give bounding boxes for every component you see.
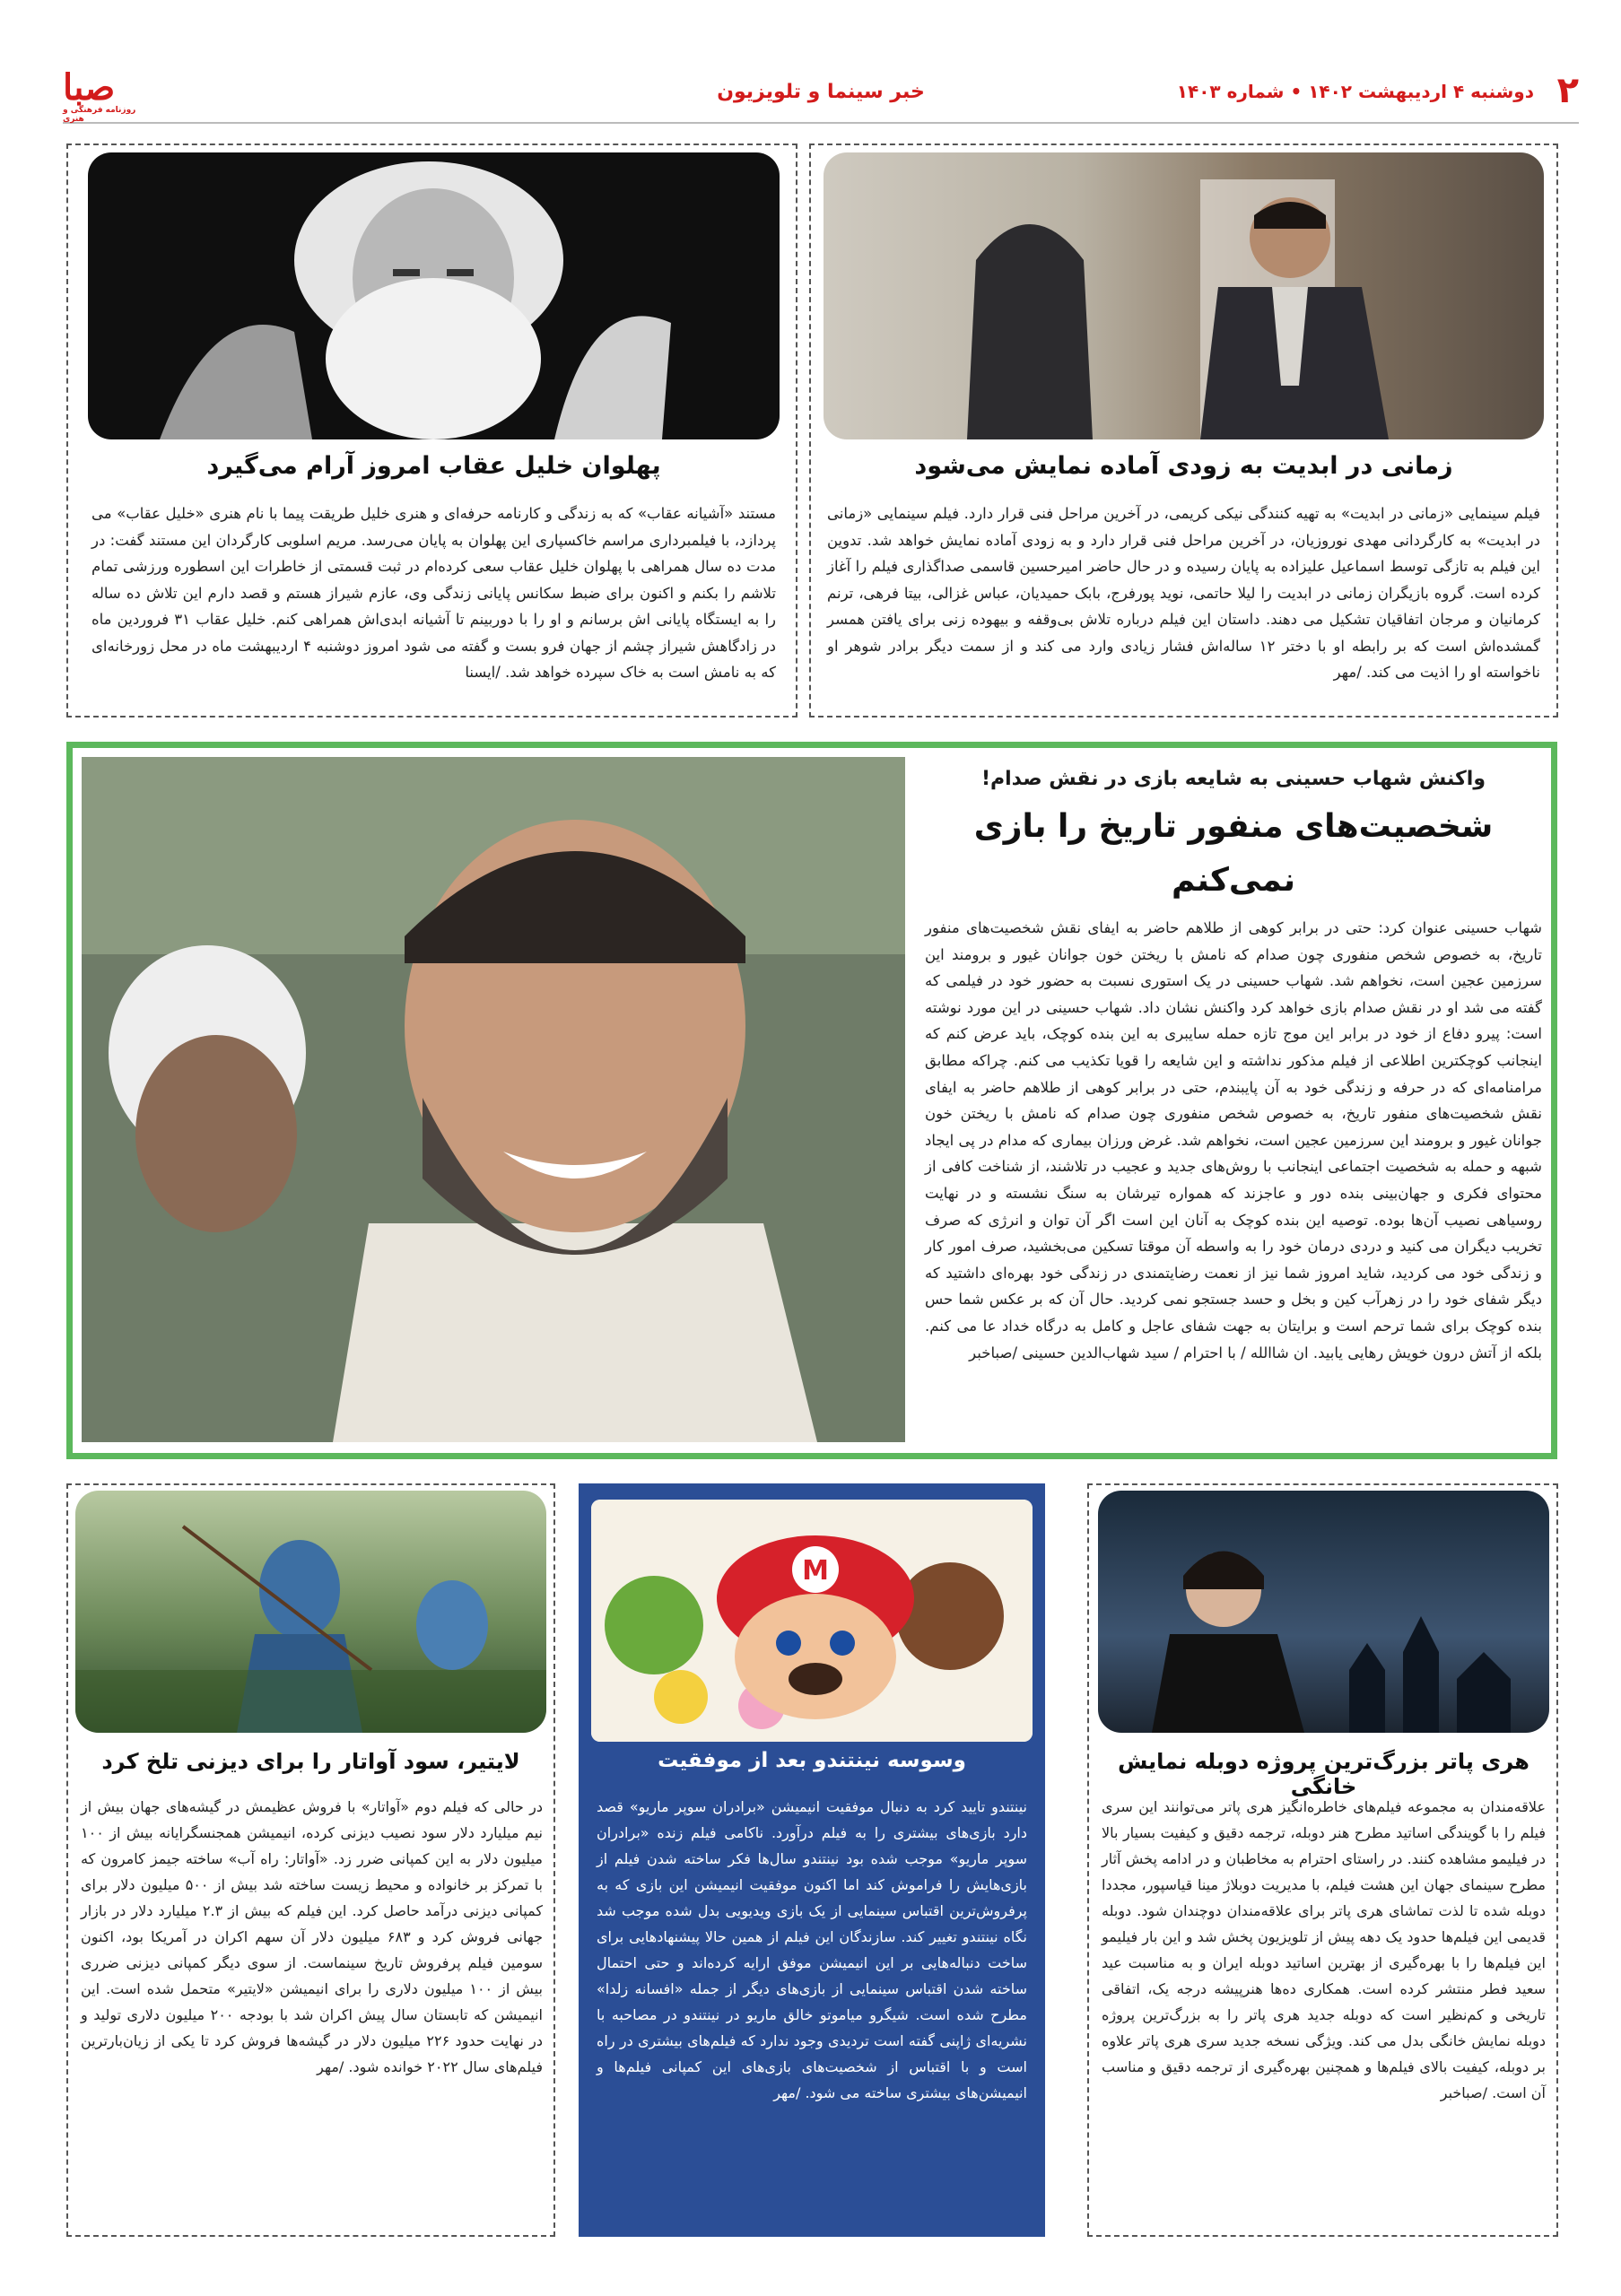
smiling-man-illustration [82, 757, 905, 1442]
story-headline: هری پاتر بزرگ‌ترین پروژه دوبله نمایش خانگی [1118, 1749, 1529, 1799]
feature-headline: شخصیت‌های منفور تاریخ را بازی نمی‌کنم [973, 808, 1494, 899]
page-number: ۲ [1556, 70, 1579, 111]
newspaper-logo [63, 66, 153, 124]
film-still-photo [824, 152, 1544, 439]
mario-photo [591, 1500, 1033, 1742]
section-title: خبر سینما و تلویزیون [717, 81, 925, 103]
page-header [63, 66, 1579, 124]
story-body: مستند «آشیانه عقاب» که به زندگی و کارنامه حرفه‌ای و هنری خلیل طریقت پیما با نام هنری «خلیل عقاب» می پردازد، با فیلمبرداری مراسم خاکسپاری این پهلوان به پایان می‌رسد. مریم اسلوبی کارگردان این مستند گفت: در مدت ده سال همراهی با پهلوان خلیل عقاب سعی کرده‌ام در ثبت قسمتی از خاطرات این اسطوره ورزشی تمام تلاشم را بکنم و اکنون برای ضبط سکانس پایانی زندگی وی، عازم شیراز هستم و قصد دارم این تلاش ده ساله را به ایستگاه پایانی اش برسانم و او را با دوربینم تا آشیانه ابدی‌اش همراهی کنم. خلیل عقاب ۳۱ فروردین ماه در زادگاهش شیراز چشم از جهان فرو بست و گفته می شود امروز دوشنبه ۴ اردیبهشت ماه در محل زورخانه‌ای که به نامش است به خاک سپرده خواهد شد. /ایسنا [92, 505, 777, 681]
feature-kicker: واکنش شهاب حسینی به شایعه بازی در نقش صدام! [980, 768, 1486, 790]
avatar-illustration [75, 1491, 546, 1733]
story-bottom-right [1087, 1483, 1558, 2237]
logo-subtitle: روزنامه فرهنگی و هنری [63, 106, 136, 124]
story-left-top [66, 144, 797, 718]
issue-date-line: دوشنبه ۴ اردیبهشت ۱۴۰۲ • شماره ۱۴۰۳ [1176, 81, 1534, 102]
castle-illustration [1098, 1491, 1549, 1733]
mario-illustration [591, 1500, 1033, 1742]
story-body: علاقه‌مندان به مجموعه فیلم‌های خاطره‌انگیز هری پاتر می‌توانند این سری فیلم را با گویندگی اساتید مطرح هنر دوبله، ترجمه دقیق و کیفیت بسیار بالا در فیلیمو مشاهده کنند. در راستای احترام به مخاطبان و در ادامه پخش آثار مطرح سینمای جهان این هشت فیلم، با مدیریت دوبلاژ مینا قیاسپور، مجددا دوبله شده تا لذت تماشای هری پاتر برای علاقه‌مندان دوچندان شود. دوبله قدیمی این فیلم‌ها حدود یک دهه پیش از تلویزیون پخش شد و این بار فیلیمو این فیلم‌ها را با بهره‌گیری از بهترین اساتید دوبله ایران و به مناسبت عید سعید فطر منتشر کرده است. همکاری ده‌ها هنرپیشه درجه یک، اتفاقی تاریخی و کم‌نظیر است که دوبله جدید هری پاتر را به بزرگ‌ترین پروژه دوبله نمایش خانگی بدل می کند. ویژگی نسخه جدید سری هری پاتر علاوه بر دوبله، کیفیت بالای فیلم‌ها و همچنین بهره‌گیری از ترجمه دقیق و مناسب آن است. /صباخبر [1102, 1798, 1546, 2101]
film-still-illustration [824, 152, 1544, 439]
avatar-photo [75, 1491, 546, 1733]
feature-story [66, 742, 1557, 1459]
feature-body: شهاب حسینی عنوان کرد: حتی در برابر کوهی از طلاهم حاضر به ایفای نقش شخصیت‌های منفور تاریخ، به خصوص شخص منفوری چون صدام که نامش با ریختن خون جوانان غیور و برومند این سرزمین عجین است، نخواهم شد. شهاب حسینی در یک استوری نسبت به حضور خود در فیلمی که گفته می شد او در نقش صدام بازی خواهد کرد واکنش نشان داد. شهاب حسینی در این مورد نوشته است: پیرو دفاع از خود در برابر این موج تازه حمله سایبری به این بنده کوچک، باید عرض کنم که اینجانب کوچکترین اطلاعی از فیلم مذکور نداشته و این شایعه را قویا تکذیب می کنم. چراکه مطابق مرامنامه‌ای که در حرفه و زندگی خود به آن پایبندم، حتی در برابر کوهی از طلاهم حاضر به ایفای نقش شخصیت‌های منفور تاریخ، به خصوص شخص منفوری چون صدام که نامش با ریختن خون جوانان غیور و برومند این سرزمین عجین است، نخواهم شد. غرض ورزان بیماری که مدام در پی ایجاد شبهه و حمله به شخصیت اجتماعی اینجانب با روش‌های جدید و عجیب در تلاشند، از شناخت کافی از محتوای فکری و جهان‌بینی بنده دور و عاجزند که همواره تیرشان به سنگ نشسته و در نهایت روسیاهی نصیب آن‌ها بوده. توصیه این بنده کوچک به آنان این است اگر آن توان و انرژی که صرف تخریب دیگران می کنید و دردی درمان خود را به واسطه آن موقتا تسکین می‌بخشید، صرف امور کار و زندگی خود می کردید، شاید امروز شما نیز از نعمت رضایتمندی در زندگی خود بهره‌ای داشتید که دیگر شفای خود را در زهرآب کین و بخل و حسد جستجو نمی کردید. حال آن که بر عکس شما حس بنده کوچک برای شما ترحم است و برایتان به جهت شفای عاجل و کامل به درگاه خداد عا می کنم. بلکه از آتش درون خویش رهایی یابید. ان شاالله / با احترام / سید شهاب‌الدین حسینی /صباخبر [925, 919, 1542, 1361]
story-bottom-center [579, 1483, 1045, 2237]
story-bottom-left [66, 1483, 555, 2237]
mario-cap-letter: M [802, 1555, 829, 1587]
harry-potter-photo [1098, 1491, 1549, 1733]
story-headline: وسوسه نینتندو بعد از موفقیت [658, 1749, 966, 1772]
story-right-top [809, 144, 1558, 718]
bearded-man-illustration [88, 152, 780, 439]
story-headline: پهلوان خلیل عقاب امروز آرام می‌گیرد [206, 452, 661, 480]
story-body: فیلم سینمایی «زمانی در ابدیت» به تهیه کنندگی نیکی کریمی، در آخرین مراحل فنی قرار دارد. فیلم سینمایی «زمانی در ابدیت» به کارگردانی مهدی نوروزیان، در آخرین مراحل فنی قرار دارد و به زودی آماده نمایش خواهد شد. تدوین این فیلم به تازگی توسط اسماعیل علیزاده به پایان رسیده و در حال حاضر امیرحسین قاسمی صداگذاری فیلم را آغاز کرده است. گروه بازیگران زمانی در ابدیت را لیلا حاتمی، نوید پورفرج، بابک حمیدیان، عباس غزالی، بیتا فرهی، ترنم کرمانیان و مرجان اتفاقیان تشکیل می دهند. داستان این فیلم درباره تلاش بی‌وقفه و بیهوده زنی برای یافتن همسر گمشده‌اش است که بر رابطه او با دختر ۱۲ ساله‌اش فشار زیادی وارد می کند و از سمت دیگر برادر شوهر او ناخواسته او را اذیت می کند. /مهر [827, 505, 1540, 681]
story-body: در حالی که فیلم دوم «آواتار» با فروش عظیمش در گیشه‌های جهان بیش از نیم میلیارد دلار سود نصیب دیزنی کرده، انیمیشن همجنسگرایانه بیش از ۱۰۰ میلیون دلار به این کمپانی ضرر زد. «آواتار: راه آب» ساخته جیمز کامرون که با تمرکز بر خانواده و محیط زیست ساخته شد بیش از ۵۰۰ میلیون دلار برای کمپانی دیزنی درآمد حاصل کرد. این فیلم که بیش از ۲.۳ میلیارد دلار در بازار جهانی فروش کرد و ۶۸۳ میلیون دلار آن سهم اکران در آمریکا بود، اکنون سومین فیلم پرفروش تاریخ سینماست. از سوی دیگر کمپانی دیزنی ضرری بیش از ۱۰۰ میلیون دلاری را برای انیمیشن «لایتیر» متحمل شده است. این انیمیشن که تابستان سال پیش اکران شد با بودجه ۲۰۰ میلیون دلاری تولید و در نهایت حدود ۲۲۶ میلیون دلار در گیشه‌ها فروش کرد تا یکی از زیان‌بارترین فیلم‌های سال ۲۰۲۲ خوانده شود. /مهر [81, 1798, 543, 2075]
story-headline: زمانی در ابدیت به زودی آماده نمایش می‌شود [914, 452, 1453, 480]
feature-photo [82, 757, 905, 1442]
story-headline: لایتیر، سود آواتار را برای دیزنی تلخ کرد [101, 1749, 520, 1774]
logo-text: صبا [63, 66, 116, 109]
portrait-photo [88, 152, 780, 439]
story-body: نینتندو تایید کرد به دنبال موفقیت انیمیشن «برادران سوپر ماریو» قصد دارد بازی‌های بیشتری را به فیلم درآورد. ناکامی فیلم زنده «برادران سوپر ماریو» موجب شده بود نینتندو سال‌ها فکر ساخته شدن فیلم از بازی‌هایش را فراموش کند اما اکنون موفقیت انیمیشن این بازی که به پرفروش‌ترین اقتباس سینمایی از یک بازی ویدیویی بدل شده موجب شد نگاه نینتندو تغییر کند. سازندگان این فیلم از همین حالا پیشنهادهایی برای ساخت دنباله‌هایی بر این انیمیشن موفق ارایه کرده‌اند و حتی احتمال ساخته شدن اقتباس سینمایی از بازی‌های دیگر از جمله «افسانه زلدا» مطرح شده است. شیگرو میاموتو خالق ماریو در نینتندو در مصاحبه با نشریه‌ای ژاپنی گفته است تردیدی وجود ندارد که فیلم‌های بیشتری در راه است و با اقتباس از شخصیت‌های بازی‌های این کمپانی فیلم‌ها و انیمیشن‌های بیشتری ساخته می شود. /مهر [597, 1798, 1027, 2101]
feature-text-column [925, 764, 1542, 1366]
